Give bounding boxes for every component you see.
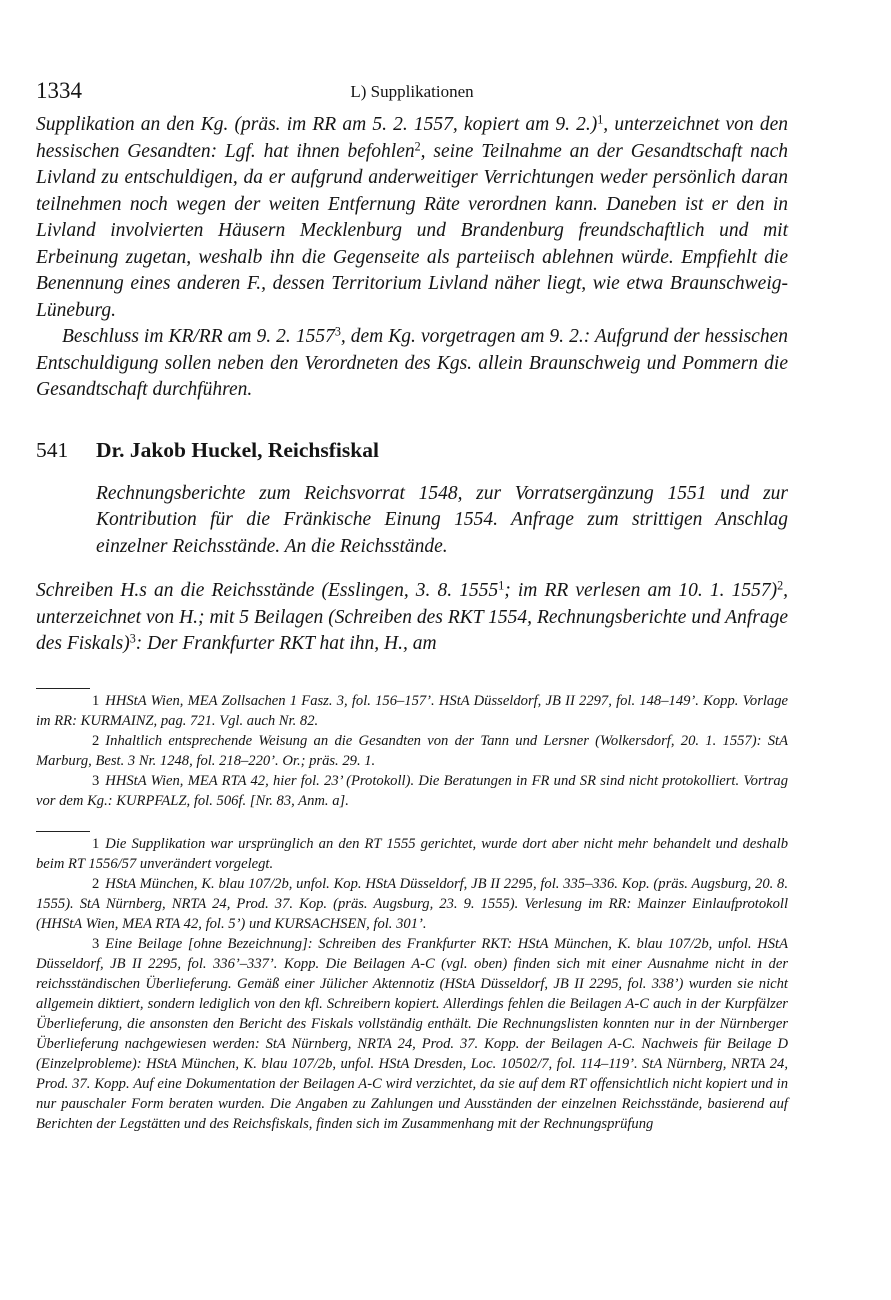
- page-header: [36, 72, 788, 112]
- footnote-text: HStA München, K. blau 107/2b, unfol. Kop. HStA Düsseldorf, JB II 2295, fol. 335–336. Kop. (präs. Augsburg, 20. 8. 1555). StA Nürnberg, NRTA 24, Prod. 37. Kop. (präs. Augsburg, 23. 9. 1555). Verlesung im RR: Mainzer Einlaufprotokoll (HHStA Wien, MEA RTA 42, fol. 5’) und KURSACHSEN, fol. 301’.: [36, 875, 788, 932]
- footnotes-section: [36, 831, 788, 1134]
- footnote: [36, 691, 788, 731]
- text-run: , seine Teilnahme an der Gesandtschaft nach Livland zu entschuldigen, da er aufgrund anderweitiger Verrichtungen weder persönlich daran teilnehmen noch wegen der weiten Entfernung Räte verordnen kann. Daneben ist er den in Livland involvierten Häusern Mecklenburg und Brandenburg freundschaftlich und mit Erbeinung zugetan, weshalb ihn die Gegenseite als parteiisch ablehnen würde. Empfiehlt die Benennung eines anderen F., dessen Territorium Livland näher liegt, wie etwa Braunschweig-Lüneburg.: [36, 140, 788, 321]
- text-run: , dem Kg. vorgetragen am 9. 2.: Aufgrund der hessischen Entschuldigung sollen neben den Verordneten des Kgs. allein Braunschweig und Pommern die Gesandtschaft durchführen.: [36, 326, 788, 400]
- footnote-number: 1: [92, 692, 100, 709]
- footnote-text: HHStA Wien, MEA RTA 42, hier fol. 23’ (Protokoll). Die Beratungen in FR und SR sind nicht protokolliert. Vortrag vor dem Kg.: KURPFALZ, fol. 506f. [Nr. 83, Anm. a].: [36, 772, 788, 809]
- footnote: [36, 934, 788, 1134]
- footnote-text: Inhaltlich entsprechende Weisung an die Gesandten von der Tann und Lersner (Wolkersdorf, 20. 1. 1557): StA Marburg, Best. 3 Nr. 1248, fol. 218–220’. Or.; präs. 29. 1.: [36, 732, 788, 769]
- footnote-number: 3: [92, 772, 100, 789]
- document-page: [36, 72, 788, 1134]
- footnote-ref[interactable]: 1: [498, 578, 505, 593]
- footnote-number: 3: [92, 935, 100, 952]
- text-run: Beschluss im KR/RR am 9. 2. 1557: [62, 326, 335, 347]
- footnote-divider: [36, 831, 90, 832]
- section-heading: [36, 438, 788, 463]
- footnote-number: 2: [92, 875, 100, 892]
- text-run: Schreiben H.s an die Reichsstände (Esslingen, 3. 8. 1555: [36, 580, 499, 601]
- footnote-text: Eine Beilage [ohne Bezeichnung]: Schreiben des Frankfurter RKT: HStA München, K. blau 107/2b, unfol. HStA Düsseldorf, JB II 2295, fol. 336’–337’. Kopp. Die Beilagen A-C (vgl. oben) finden sich mit einer Ausnahme nicht in der reichsständischen Überlieferung. Gemäß einer Jülicher Aktennotiz (HStA Düsseldorf, JB II 2295, fol. 338’) wurden sie nicht allgemein diktiert, sondern lediglich von den kfl. Schreibern kopiert. Allerdings fehlen die Beilagen A-C auch in der Kurpfälzer Überlieferung, die ansonsten den Bericht des Fiskals vollständig enthält. Die Rechnungslisten konnten nur in der Nürnberger Überlieferung nachgewiesen werden: StA Nürnberg, NRTA 24, Prod. 37. Kopp. der Beilagen A-C. Nachweis für Beilage D (Einzelprobleme): HStA München, K. blau 107/2b, unfol. HStA Dresden, Loc. 10502/7, fol. 114–119’. StA Nürnberg, NRTA 24, Prod. 37. Kopp. Auf eine Dokumentation der Beilagen A-C wird verzichtet, da sie auf dem RT offensichtlich nicht kopiert und in nur pauschaler Form beraten wurden. Die Angaben zu Zahlungen und Ausständen der einzelnen Reichsstände, basierend auf Berichten der Legstätten und des Reichsfiskals, finden sich im Zusammenhang mit der Rechnungsprüfung: [36, 935, 788, 1132]
- section-title: Dr. Jakob Huckel, Reichsfiskal: [96, 437, 379, 462]
- intro-paragraph-resolution: [36, 324, 788, 404]
- footnote-number: 1: [92, 835, 100, 852]
- footnote-ref[interactable]: 2: [777, 578, 784, 593]
- text-run: ; im RR verlesen am 10. 1. 1557): [504, 580, 778, 601]
- text-run: , unterzeichnet von den hessischen Gesandten: Lgf. hat ihnen befohlen: [36, 114, 788, 162]
- footnote-text: Die Supplikation war ursprünglich an den RT 1555 gerichtet, wurde dort aber nicht mehr behandelt und deshalb beim RT 1556/57 unverändert vorgelegt.: [36, 835, 788, 872]
- footnote-number: 2: [92, 732, 100, 749]
- running-title: L) Supplikationen: [350, 82, 474, 101]
- section-number: 541: [36, 437, 69, 462]
- text-run: Supplikation an den Kg. (präs. im RR am 5. 2. 1557, kopiert am 9. 2.): [36, 114, 598, 135]
- text-run: : Der Frankfurter RKT hat ihn, H., am: [135, 633, 437, 654]
- section-body-paragraph: [36, 578, 788, 658]
- footnote-ref[interactable]: 1: [597, 112, 604, 127]
- text-run: , unterzeichnet von H.; mit 5 Beilagen (Schreiben des RKT 1554, Rechnungsberichte und Anfrage des Fiskals): [36, 580, 788, 654]
- page-number: 1334: [36, 78, 82, 103]
- footnote-text: HHStA Wien, MEA Zollsachen 1 Fasz. 3, fol. 156–157’. HStA Düsseldorf, JB II 2297, fol. 148–149’. Kopp. Vorlage im RR: KURMAINZ, pag. 721. Vgl. auch Nr. 82.: [36, 692, 788, 729]
- intro-paragraph-supplication: [36, 112, 788, 324]
- footnote-ref[interactable]: 2: [414, 138, 421, 153]
- footnotes-intro: [36, 688, 788, 811]
- section-abstract: Rechnungsberichte zum Reichsvorrat 1548, zur Vorratsergänzung 1551 und zur Kontribution für die Fränkische Einung 1554. Anfrage zum strittigen Anschlag einzelner Reichsstände. An die Reichsstände.: [96, 482, 788, 557]
- footnote-divider: [36, 688, 90, 689]
- footnote: [36, 731, 788, 771]
- footnote-ref[interactable]: 3: [129, 631, 136, 646]
- footnote: [36, 834, 788, 874]
- footnote: [36, 874, 788, 934]
- footnote-ref[interactable]: 3: [334, 324, 341, 339]
- footnote: [36, 771, 788, 811]
